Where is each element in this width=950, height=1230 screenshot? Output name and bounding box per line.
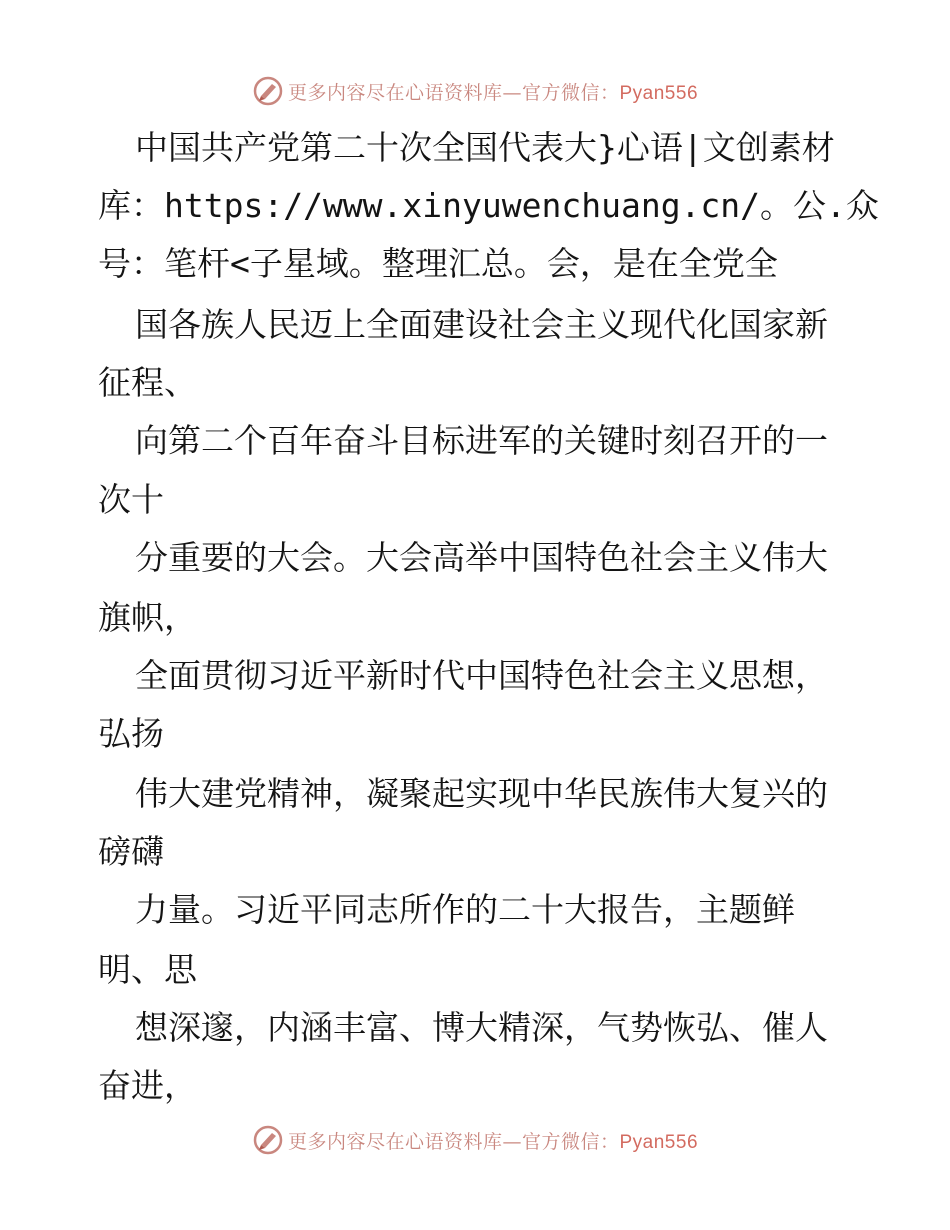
text-line: 次十 [98,480,164,519]
watermark-handle: Pyan556 [619,82,699,104]
text-line: 磅礴 [98,832,164,871]
stamp-logo-icon [252,1124,284,1156]
watermark-handle: Pyan556 [619,1131,699,1153]
text-line: 明、思 [98,950,197,989]
text-line: 伟大建党精神，凝聚起实现中华民族伟大复兴的 [135,774,828,813]
text-line: 向第二个百年奋斗目标进军的关键时刻召开的一 [135,421,828,460]
text-line: 库：https://www.xinyuwenchuang.cn/。公.众 [98,186,879,225]
text-line: 想深邃，内涵丰富、博大精深，气势恢弘、催人 [135,1008,828,1047]
text-line: 弘扬 [98,714,164,753]
text-line: 全面贯彻习近平新时代中国特色社会主义思想， [135,656,828,695]
watermark-text: 更多内容尽在心语资料库—官方微信：Pyan556 [287,1130,699,1153]
text-line: 征程、 [98,363,197,402]
footer-watermark [0,1123,950,1157]
text-line: 力量。习近平同志所作的二十大报告，主题鲜 [135,890,795,929]
stamp-logo-icon [252,75,284,107]
text-line: 奋进， [98,1066,197,1105]
text-line: 分重要的大会。大会高举中国特色社会主义伟大 [135,538,828,577]
text-line: 中国共产党第二十次全国代表大}心语|文创素材 [135,128,835,167]
text-line: 旗帜， [98,598,197,637]
watermark-text: 更多内容尽在心语资料库—官方微信：Pyan556 [287,81,699,104]
text-line: 国各族人民迈上全面建设社会主义现代化国家新 [135,305,828,344]
text-line: 号：笔杆<子星域。整理汇总。会，是在全党全 [98,244,778,283]
header-watermark [0,74,950,108]
